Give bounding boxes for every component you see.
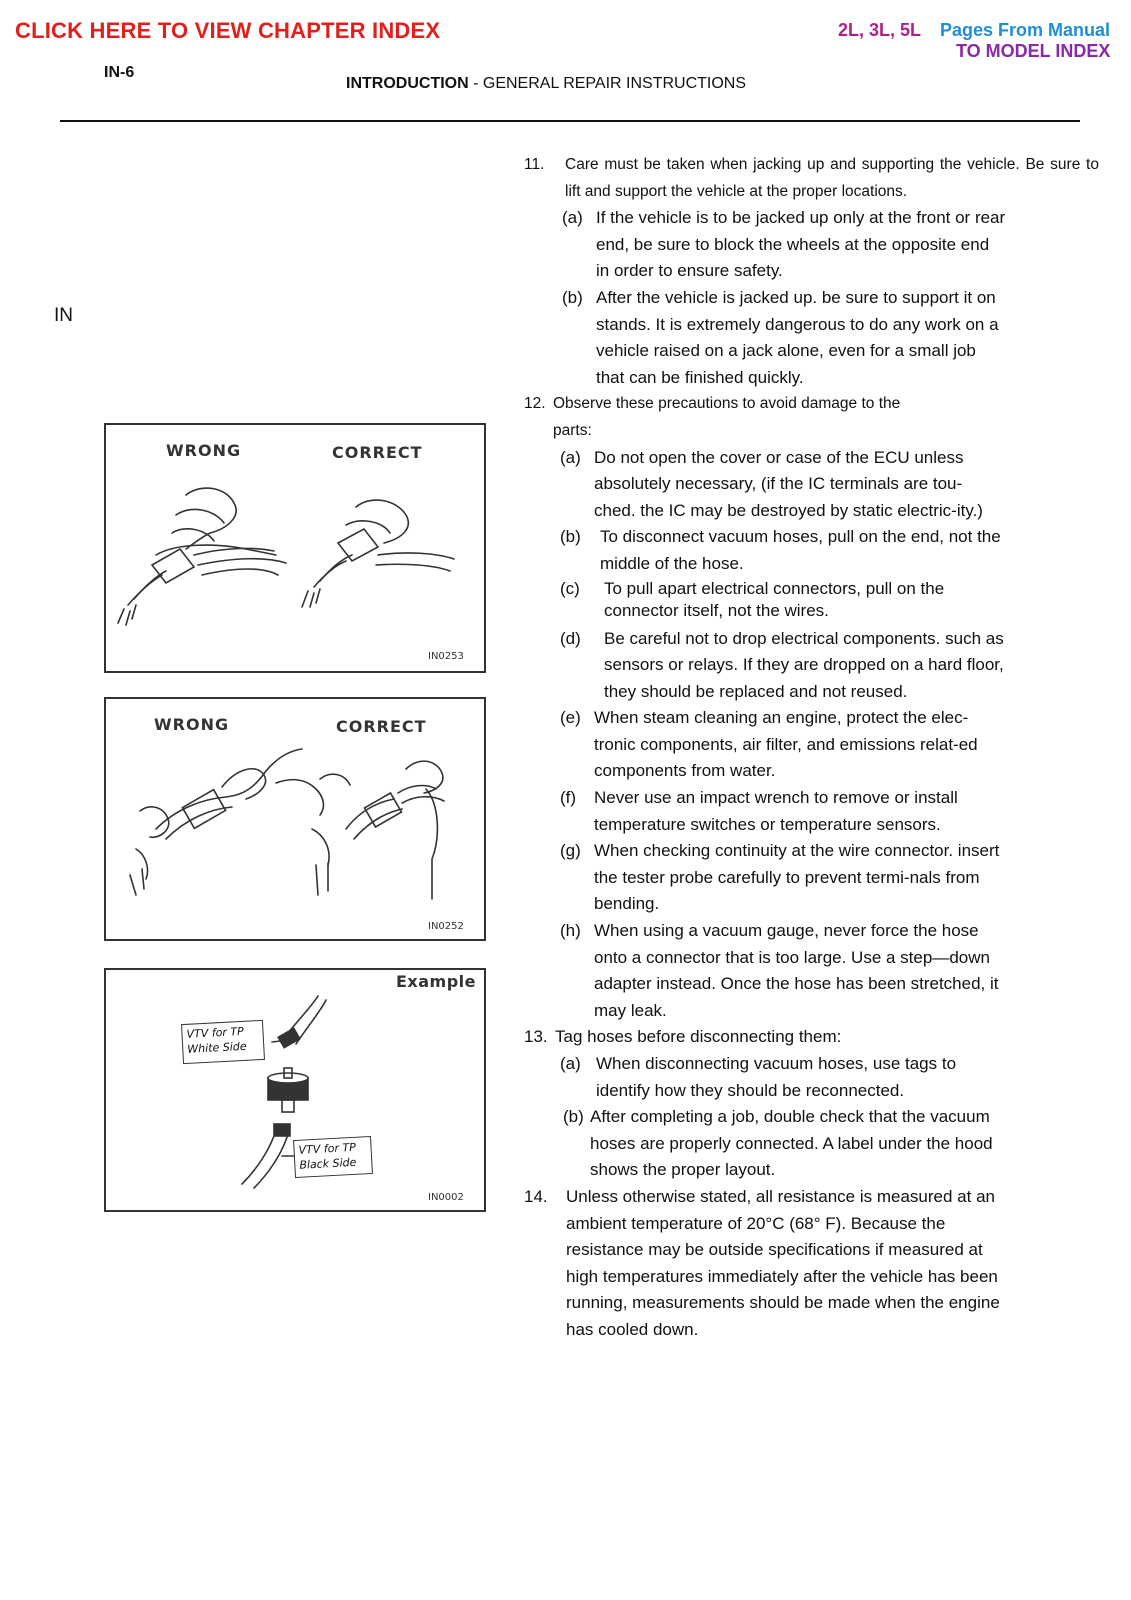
instruction-item-12 (524, 391, 934, 444)
sub-text: After the vehicle is jacked up. be sure to support it on stands. It is extremely dangerous to do any work on a vehicle raised on a jack alone, even for a small job that can be finished quickly. (596, 287, 999, 387)
instruction-13a (560, 1051, 1006, 1104)
wire-pull-illustration (106, 425, 484, 671)
sub-letter: (c) (560, 578, 580, 598)
figure2-code: IN0252 (428, 921, 464, 932)
header-rule (60, 120, 1080, 122)
instruction-item-13 (524, 1024, 994, 1051)
instruction-13b (563, 1104, 1006, 1184)
instruction-item-11 (524, 152, 1099, 205)
running-head (346, 75, 746, 93)
tag-white-side (181, 1020, 265, 1064)
sub-text: To pull apart electrical connectors, pull on the connector itself, not the wires. (604, 578, 945, 620)
sub-letter: (f) (560, 788, 577, 808)
figure-wire-pull (104, 423, 486, 673)
sub-letter: (b) (562, 287, 583, 307)
item-text: Tag hoses before disconnecting them: (555, 1027, 842, 1047)
sub-text: When using a vacuum gauge, never force the hose onto a connector that is too large. Use a step—down adapter instead. Once the hose has been stretched, it may leak. (594, 921, 999, 1020)
tag-white-side-line2: White Side (186, 1039, 247, 1056)
sub-letter: (g) (560, 841, 581, 861)
sub-letter: (a) (560, 1054, 581, 1073)
item-number: 14. (524, 1186, 548, 1206)
item-text: Care must be taken when jacking up and supporting the vehicle. Be sure to lift and support the vehicle at the proper locations. (565, 156, 1099, 200)
instruction-11a (562, 205, 1007, 285)
model-index-link[interactable]: TO MODEL INDEX (956, 41, 1111, 61)
item-number: 12. (524, 395, 546, 413)
hose-pull-illustration (106, 699, 484, 939)
section-side-tab: IN (54, 305, 73, 326)
tag-black-side-line1: VTV for TP (298, 1140, 357, 1157)
sub-letter: (d) (560, 628, 581, 648)
sub-letter: (a) (562, 208, 583, 228)
figure1-correct-label: CORRECT (332, 443, 423, 462)
figure-hose-tags (104, 968, 486, 1212)
sub-text: To disconnect vacuum hoses, pull on the end, not the middle of the hose. (600, 527, 1001, 573)
sub-text: If the vehicle is to be jacked up only at the front or rear end, be sure to block the wheels at the opposite end in order to ensure safety. (596, 208, 1006, 281)
sub-text: Be careful not to drop electrical components. such as sensors or relays. If they are dropped on a hard floor, they should be replaced and not reused. (604, 628, 1004, 701)
instruction-12g (560, 838, 1006, 918)
chapter-index-link[interactable]: CLICK HERE TO VIEW CHAPTER INDEX (15, 18, 441, 43)
instruction-12a (560, 445, 1002, 525)
instruction-12f (560, 785, 1006, 838)
item-text: Unless otherwise stated, all resistance is measured at an ambient temperature of 20°C (68° F). Because the resistance may be outside specifications if measured at high temperatures immediately after the vehicle has been running, measurements should be made when the engine has cooled down. (566, 1186, 1000, 1339)
instruction-item-14 (524, 1184, 1009, 1344)
instruction-12h (560, 918, 1006, 1024)
sub-text: When steam cleaning an engine, protect the elec-tronic components, air filter, and emissions relat-ed components from water. (594, 708, 978, 781)
sub-letter: (b) (560, 527, 581, 547)
sub-text: Do not open the cover or case of the ECU unless absolutely necessary, (if the IC terminals are tou-ched. the IC may be destroyed by static electric-ity.) (594, 447, 983, 520)
sub-letter: (e) (560, 708, 581, 728)
figure3-example-label: Example (396, 972, 477, 991)
section-separator: - (468, 75, 483, 92)
tag-white-side-line1: VTV for TP (186, 1024, 245, 1041)
instruction-12e (560, 705, 1006, 785)
sub-letter: (h) (560, 921, 581, 941)
sub-letter: (a) (560, 447, 581, 467)
figure2-wrong-label: WRONG (154, 715, 230, 734)
sub-text: Never use an impact wrench to remove or install temperature switches or temperature sensors. (594, 788, 958, 834)
sub-text: When checking continuity at the wire connector. insert the tester probe carefully to prevent termi-nals from bending. (594, 841, 1000, 914)
section-title: INTRODUCTION (346, 75, 469, 92)
model-codes: 2L, 3L, 5L (838, 20, 922, 40)
page-number: IN-6 (104, 64, 135, 81)
figure1-code: IN0253 (428, 651, 464, 662)
figure2-correct-label: CORRECT (336, 717, 427, 736)
figure3-code: IN0002 (428, 1192, 464, 1203)
sub-text: When disconnecting vacuum hoses, use tags to identify how they should be reconnected. (596, 1054, 957, 1100)
instructions-text (524, 152, 1099, 1344)
pages-from-manual-link[interactable]: Pages From Manual (940, 20, 1111, 40)
item-number: 11. (524, 156, 545, 173)
instruction-12b (560, 524, 1008, 577)
sub-letter: (b) (563, 1107, 584, 1127)
figure-hose-pull (104, 697, 486, 941)
figure1-wrong-label: WRONG (166, 441, 242, 460)
sub-text: After completing a job, double check that the vacuum hoses are properly connected. A label under the hood shows the proper layout. (590, 1107, 993, 1180)
instruction-11b (562, 285, 1007, 391)
item-text: Observe these precautions to avoid damage to the parts: (553, 395, 901, 439)
instruction-12d (560, 626, 1006, 706)
subsection-title: GENERAL REPAIR INSTRUCTIONS (482, 75, 747, 92)
instruction-12c (560, 578, 1000, 626)
tag-black-side (293, 1136, 373, 1178)
item-number: 13. (524, 1027, 548, 1047)
tag-black-side-line2: Black Side (299, 1155, 357, 1172)
